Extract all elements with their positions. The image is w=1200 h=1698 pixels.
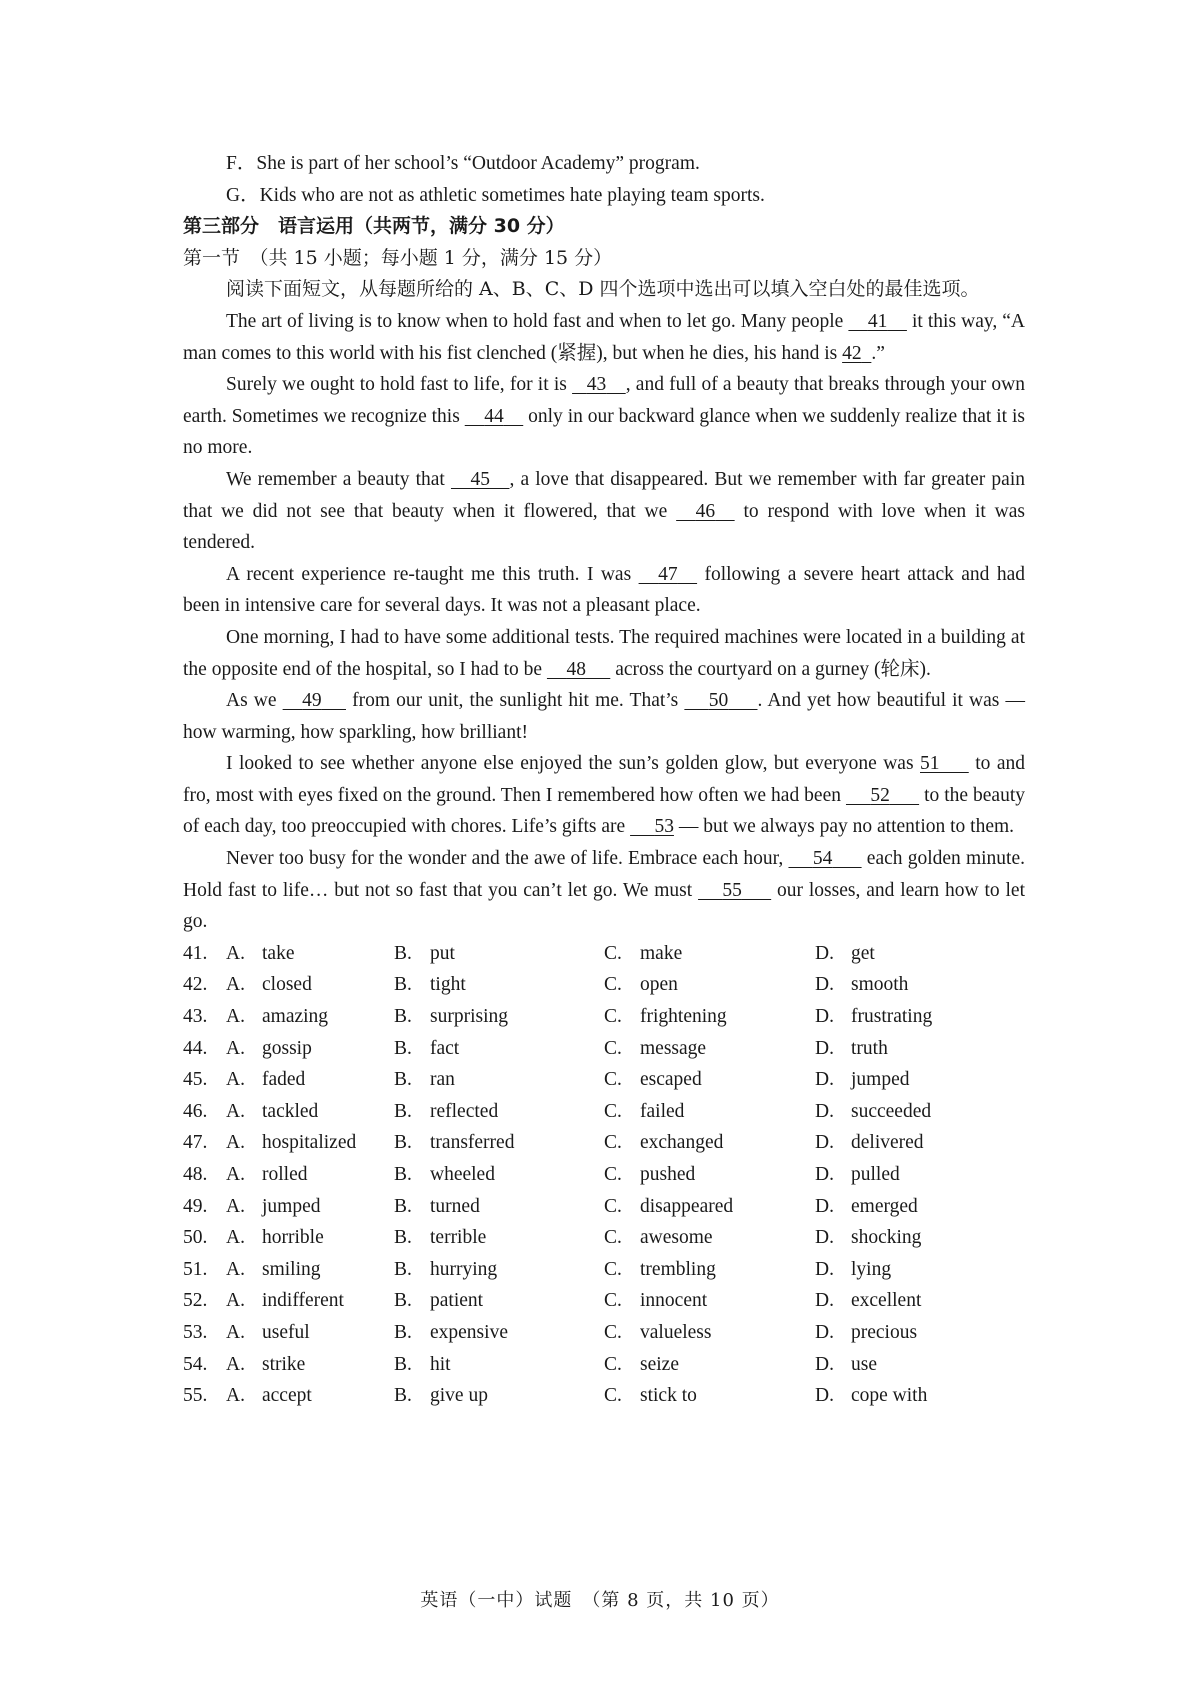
passage-text: from our unit, the sunlight hit me. That’s [346,690,685,712]
blank-43 [572,369,626,401]
option-choice [604,1191,815,1223]
option-choice [394,1285,604,1317]
blank-number: 47 [658,563,678,585]
option-word: shocking [851,1227,922,1249]
option-letter: D. [815,1385,834,1407]
question-number: 46. [183,1100,208,1122]
option-word: delivered [851,1132,924,1154]
option-letter: B. [394,974,412,996]
question-row [183,1317,1025,1349]
option-word: expensive [430,1321,508,1343]
blank-51 [920,748,969,780]
option-word: jumped [262,1195,321,1217]
option-choice [226,1001,394,1033]
option-word: indifferent [262,1290,344,1312]
option-letter: D. [815,1227,834,1249]
question-row [183,1033,1025,1065]
blank-number: 50 [708,690,729,712]
question-number: 48. [183,1164,208,1185]
question-list [183,938,1025,1412]
option-word: surprising [430,1006,508,1028]
option-letter: D. [815,1195,834,1217]
question-row [183,1222,1025,1254]
blank-49 [283,685,346,717]
subsection-heading: 第一节 （共 15 小题；每小题 1 分，满分 15 分） [183,246,613,269]
question-number: 41. [183,942,208,964]
option-letter: C. [604,1385,622,1407]
cloze-passage [183,306,1025,938]
passage-text: As we [226,690,283,712]
question-row [183,1096,1025,1128]
option-choice [226,1254,394,1286]
passage-paragraph [183,306,1025,369]
option-choice [226,1033,394,1065]
option-choice [394,1001,604,1033]
option-choice [226,1159,394,1191]
option-letter: C. [604,1290,622,1312]
question-number: 45. [183,1069,208,1091]
passage-text: following a severe heart attack and had been in intensive care for several days. It was not a pleasant place. [183,563,1025,617]
page-content [183,148,1025,1412]
option-word: succeeded [851,1100,932,1122]
option-choice [815,938,1025,970]
option-word: make [640,942,683,964]
option-choice [815,1064,1025,1096]
blank-number: 44 [484,405,504,427]
question-row [183,1380,1025,1412]
blank-52 [846,780,919,812]
option-letter: B. [394,1195,412,1217]
option-word: turned [430,1195,480,1217]
option-choice [604,1380,815,1412]
passage-text: . And yet how beautiful it was — how warming, how sparkling, how brilliant! [183,690,1025,743]
option-letter: A. [226,1006,245,1028]
option-f: F．She is part of her school’s “Outdoor Academy” program. [226,153,700,174]
option-letter: D. [815,1353,834,1375]
option-letter: A. [226,1069,245,1091]
blank-number: 54 [812,848,833,870]
option-choice [226,1096,394,1128]
option-choice [604,969,815,1001]
option-word: lying [851,1258,892,1280]
option-letter: A. [226,1164,245,1185]
option-choice [815,1159,1025,1191]
option-letter: C. [604,1069,622,1091]
option-choice [815,1127,1025,1159]
option-word: stick to [640,1385,697,1407]
option-word: innocent [640,1290,708,1312]
option-letter: B. [394,1037,412,1059]
option-word: tight [430,974,466,996]
option-choice [226,1064,394,1096]
option-word: cope with [851,1385,928,1407]
option-choice [394,1159,604,1191]
option-choice [604,1317,815,1349]
option-choice [815,1191,1025,1223]
option-word: fact [430,1037,460,1059]
option-word: truth [851,1037,888,1059]
option-choice [604,1254,815,1286]
option-word: rolled [262,1164,308,1185]
option-choice [604,1033,815,1065]
option-letter: B. [394,1290,412,1312]
option-letter: A. [226,1290,245,1312]
question-number: 44. [183,1037,208,1059]
passage-text: .” [871,342,885,364]
option-word: frightening [640,1006,727,1028]
option-word: patient [430,1290,484,1312]
option-choice [815,1001,1025,1033]
option-letter: D. [815,1037,834,1059]
option-word: failed [640,1100,685,1122]
option-word: hurrying [430,1258,498,1280]
option-word: smiling [262,1258,321,1280]
option-word: precious [851,1321,918,1343]
option-choice [604,1222,815,1254]
option-letter: D. [815,1164,834,1185]
option-letter: C. [604,1258,622,1280]
blank-45 [451,464,510,496]
passage-text: across the courtyard on a gurney (轮床). [610,658,931,680]
question-number: 53. [183,1321,208,1343]
option-choice [226,1380,394,1412]
option-choice [226,1127,394,1159]
option-word: message [640,1037,707,1059]
passage-text: to and fro, most with eyes fixed on the ground. Then I remembered how often we had been [183,753,1025,806]
option-letter: B. [394,1132,412,1154]
option-word: horrible [262,1227,324,1249]
passage-text: our losses, and learn how to let go. [183,879,1025,933]
option-word: valueless [640,1321,712,1343]
blank-54 [788,843,861,875]
option-letter: A. [226,1037,245,1059]
option-letter: C. [604,1227,622,1249]
option-letter: D. [815,974,834,996]
option-word: put [430,942,455,964]
option-choice [394,938,604,970]
blank-number: 48 [566,658,586,680]
option-choice [604,1285,815,1317]
passage-text: it this way, “A man comes to this world with his fist clenched (紧握), but when he dies, his hand is [183,310,1026,364]
option-word: open [640,974,678,996]
passage-text: , and full of a beauty that breaks through your own earth. Sometimes we recognize this [183,374,1025,427]
passage-text: I looked to see whether anyone else enjoyed the sun’s golden glow, but everyone was [226,753,920,775]
option-letter: D. [815,1100,834,1122]
question-row [183,1127,1025,1159]
option-letter: D. [815,1321,834,1343]
blank-number: 41 [867,310,888,332]
option-letter: B. [394,1069,412,1091]
option-choice [604,1159,815,1191]
option-word: escaped [640,1069,702,1091]
option-letter: D. [815,1290,834,1312]
blank-number: 45 [470,468,490,490]
option-letter: C. [604,1195,622,1217]
blank-number: 53 [654,816,674,838]
option-word: emerged [851,1195,918,1217]
passage-text: Surely we ought to hold fast to life, for it is [226,374,573,396]
option-choice [394,969,604,1001]
option-letter: C. [604,942,622,964]
option-letter: D. [815,1069,834,1091]
option-letter: A. [226,1227,245,1249]
option-word: amazing [262,1006,329,1028]
blank-53 [630,811,674,843]
option-choice [226,1285,394,1317]
option-choice [226,969,394,1001]
option-letter: A. [226,942,245,964]
option-choice [604,1064,815,1096]
option-letter: A. [226,1195,245,1217]
option-letter: C. [604,1037,622,1059]
blank-48 [547,654,610,686]
option-word: terrible [430,1227,487,1249]
option-choice [394,1254,604,1286]
option-letter: C. [604,1100,622,1122]
option-word: hospitalized [262,1132,357,1154]
option-word: use [851,1353,877,1375]
option-letter: A. [226,1100,245,1122]
blank-44 [465,401,524,433]
option-choice [226,1191,394,1223]
blank-55 [698,875,771,907]
option-word: disappeared [640,1195,734,1217]
option-word: excellent [851,1290,922,1312]
option-letter: B. [394,1321,412,1343]
option-choice [815,1349,1025,1381]
option-word: smooth [851,974,909,996]
option-letter: D. [815,1006,834,1028]
option-letter: A. [226,974,245,996]
option-word: reflected [430,1100,499,1122]
option-choice [815,1033,1025,1065]
question-number: 51. [183,1258,208,1280]
question-number: 49. [183,1195,208,1217]
page-footer: 英语（一中）试题 （第 8 页，共 10 页） [420,1590,780,1611]
option-letter: B. [394,942,412,964]
option-letter: B. [394,1385,412,1407]
option-letter: A. [226,1321,245,1343]
option-choice [394,1127,604,1159]
blank-50 [684,685,757,717]
option-word: tackled [262,1100,319,1122]
option-letter: C. [604,1006,622,1028]
option-word: pulled [851,1164,900,1185]
option-word: exchanged [640,1132,724,1154]
passage-text: Never too busy for the wonder and the awe of life. Embrace each hour, [226,848,789,870]
question-row [183,1254,1025,1286]
passage-paragraph [183,559,1025,622]
option-letter: C. [604,1164,622,1185]
passage-paragraph [183,748,1025,843]
question-row [183,1285,1025,1317]
question-number: 47. [183,1132,208,1154]
option-choice [815,1317,1025,1349]
question-row [183,1001,1025,1033]
option-letter: A. [226,1353,245,1375]
option-letter: B. [394,1227,412,1249]
option-choice [226,938,394,970]
option-letter: A. [226,1258,245,1280]
passage-paragraph [183,843,1025,938]
option-letter: B. [394,1258,412,1280]
question-row [183,969,1025,1001]
passage-text: We remember a beauty that [226,468,451,490]
option-word: accept [262,1385,312,1407]
option-choice [394,1380,604,1412]
option-choice [815,1096,1025,1128]
section-heading: 第三部分 语言运用（共两节，满分 30 分） [183,215,565,238]
option-letter: C. [604,1353,622,1375]
option-choice [394,1222,604,1254]
option-letter: C. [604,974,622,996]
question-row [183,1191,1025,1223]
passage-text: One morning, I had to have some additional tests. The required machines were located in a building at the opposite end of the hospital, so I had to be [183,626,1025,680]
option-choice [394,1349,604,1381]
question-row [183,1159,1025,1191]
option-choice [815,1380,1025,1412]
option-word: faded [262,1069,306,1091]
passage-text: — but we always pay no attention to them. [673,816,1015,838]
blank-42 [842,338,871,370]
passage-text: The art of living is to know when to hold fast and when to let go. Many people [226,310,849,332]
option-letter: D. [815,1132,834,1154]
passage-text: to the beauty of each day, too preoccupied with chores. Life’s gifts are [183,784,1025,838]
option-word: jumped [851,1069,910,1091]
passage-paragraph [183,685,1025,748]
option-choice [394,1317,604,1349]
option-choice [815,1285,1025,1317]
question-row [183,1064,1025,1096]
option-word: trembling [640,1258,716,1280]
passage-text: to respond with love when it was tendered. [183,500,1026,554]
option-choice [226,1317,394,1349]
question-number: 43. [183,1006,208,1028]
option-choice [815,969,1025,1001]
option-word: hit [430,1353,451,1375]
question-number: 42. [183,974,208,996]
option-choice [604,1127,815,1159]
option-choice [394,1064,604,1096]
option-choice [815,1222,1025,1254]
option-letter: B. [394,1006,412,1028]
question-number: 54. [183,1353,208,1375]
option-choice [226,1222,394,1254]
passage-text: only in our backward glance when we suddenly realize that it is no more. [183,405,1025,459]
option-word: useful [262,1321,310,1343]
question-row [183,938,1025,970]
option-word: seize [640,1353,679,1375]
question-number: 50. [183,1227,208,1249]
option-word: pushed [640,1164,696,1185]
option-letter: A. [226,1132,245,1154]
option-word: give up [430,1385,488,1407]
passage-paragraph [183,369,1025,464]
option-choice [604,938,815,970]
option-letter: D. [815,942,834,964]
option-letter: B. [394,1164,412,1185]
option-word: frustrating [851,1006,933,1028]
passage-text: A recent experience re-taught me this truth. I was [226,563,639,585]
blank-number: 42 [842,342,862,364]
option-letter: B. [394,1100,412,1122]
blank-number: 51 [920,753,940,775]
option-word: awesome [640,1227,713,1249]
option-choice [394,1096,604,1128]
blank-41 [848,306,907,338]
option-word: get [851,942,875,964]
blank-number: 43 [586,374,607,396]
option-word: closed [262,974,312,996]
passage-text: , a love that disappeared. But we remember with far greater pain that we did not see that beauty when it flowered, that we [183,468,1025,522]
passage-paragraph [183,464,1025,559]
option-choice [394,1033,604,1065]
blank-47 [639,559,698,591]
option-choice [604,1001,815,1033]
option-choice [394,1191,604,1223]
question-row [183,1349,1025,1381]
blank-number: 49 [302,690,322,712]
option-g: G．Kids who are not as athletic sometimes hate playing team sports. [226,184,765,206]
option-letter: D. [815,1258,834,1280]
option-word: take [262,942,295,964]
blank-number: 55 [722,879,742,901]
option-word: wheeled [430,1164,495,1185]
option-choice [604,1096,815,1128]
option-choice [815,1254,1025,1286]
instruction: 阅读下面短文，从每题所给的 A、B、C、D 四个选项中选出可以填入空白处的最佳选项。 [226,278,980,301]
option-word: strike [262,1353,306,1375]
blank-46 [676,496,735,528]
passage-text: each golden minute. Hold fast to life… but not so fast that you can’t let go. We must [183,848,1025,901]
passage-paragraph [183,622,1025,685]
question-number: 55. [183,1385,208,1407]
option-choice [604,1349,815,1381]
option-letter: A. [226,1385,245,1407]
blank-number: 46 [695,500,716,522]
option-word: transferred [430,1132,515,1154]
option-letter: C. [604,1321,622,1343]
option-letter: C. [604,1132,622,1154]
option-choice [226,1349,394,1381]
question-number: 52. [183,1290,208,1312]
option-word: ran [430,1069,455,1091]
blank-number: 52 [870,784,890,806]
option-word: gossip [262,1037,312,1059]
option-letter: B. [394,1353,412,1375]
